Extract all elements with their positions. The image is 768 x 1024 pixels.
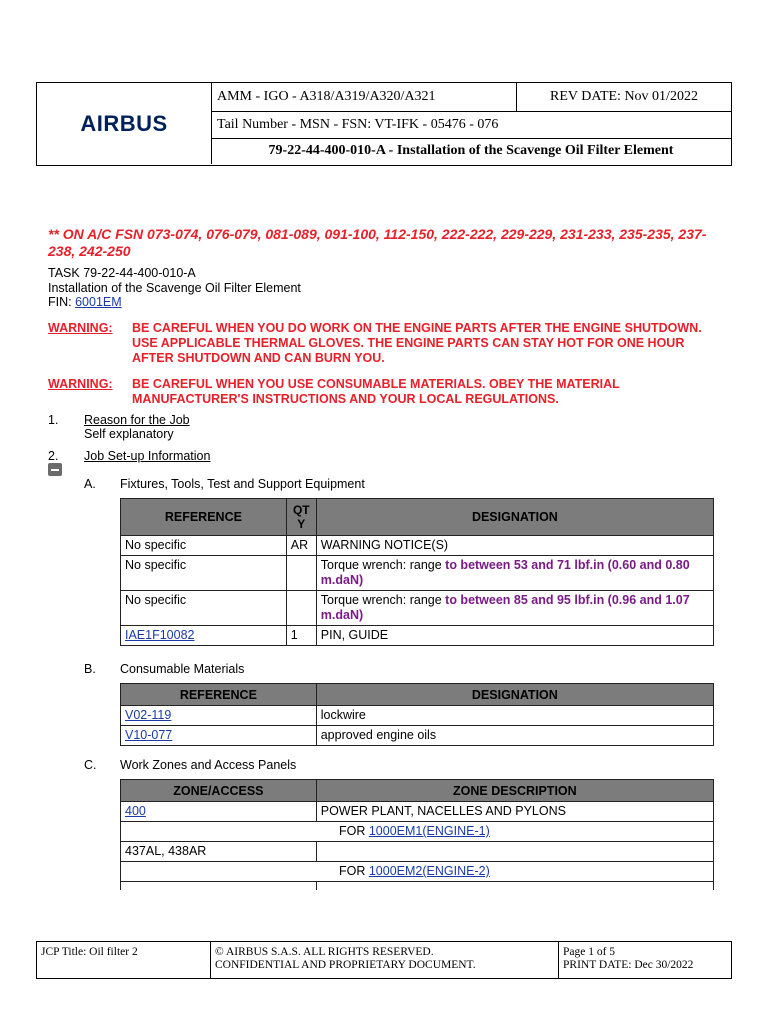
engine-link[interactable]: 1000EM2(ENGINE-2) <box>368 864 490 878</box>
cell-for-engine <box>121 822 714 842</box>
designation-highlight: to between 85 and 95 lbf.in (0.96 and 1.07 m.daN) <box>320 593 690 622</box>
document-footer <box>36 941 732 979</box>
designation-highlight: to between 53 and 71 lbf.in (0.60 and 0.80 m.daN) <box>320 558 690 587</box>
tail-number: Tail Number - MSN - FSN: VT-IFK - 05476 - 076 <box>217 116 499 132</box>
cell-designation <box>316 591 713 626</box>
table-row <box>121 626 714 646</box>
header-row-manual <box>211 83 731 112</box>
header-designation: DESIGNATION <box>316 499 713 536</box>
task-name: Installation of the Scavenge Oil Filter Element <box>48 280 301 295</box>
header-zone-description: ZONE DESCRIPTION <box>316 780 713 802</box>
cell-reference: No specific <box>121 591 287 626</box>
cell-zone <box>121 802 317 822</box>
table-row <box>121 556 714 591</box>
header-reference: REFERENCE <box>121 684 317 706</box>
table-row <box>121 536 714 556</box>
table-row <box>121 822 714 842</box>
warning-text: BE CAREFUL WHEN YOU USE CONSUMABLE MATERIALS. OBEY THE MATERIAL MANUFACTURER'S INSTRUCTIONS AND YOUR LOCAL REGULATIONS. <box>132 377 620 406</box>
table-row <box>121 726 714 746</box>
fin-label: FIN: <box>48 295 76 309</box>
footer-rights <box>211 942 559 978</box>
cell-zone-description <box>316 842 713 862</box>
table-header-row <box>121 780 714 802</box>
reference-link[interactable]: IAE1F10082 <box>125 628 195 642</box>
table-row <box>121 842 714 862</box>
cell-reference: No specific <box>121 556 287 591</box>
reference-link[interactable]: V02-119 <box>125 708 172 722</box>
table-row <box>121 862 714 882</box>
sub-c-number: C. <box>84 758 97 772</box>
cell-designation <box>316 556 713 591</box>
cell-empty <box>316 882 713 890</box>
task-number: TASK 79-22-44-400-010-A <box>48 266 196 280</box>
logo-cell <box>37 83 212 164</box>
cell-designation: PIN, GUIDE <box>316 626 713 646</box>
step-1-body: Self explanatory <box>84 427 174 441</box>
table-header-row <box>121 684 714 706</box>
cell-qty <box>286 591 316 626</box>
cell-reference <box>121 626 287 646</box>
step-2-title: Job Set-up Information <box>84 449 211 463</box>
page-number: Page 1 of 5 <box>563 946 616 958</box>
cell-designation: approved engine oils <box>316 726 713 746</box>
cell-reference <box>121 706 317 726</box>
for-prefix: FOR <box>339 824 369 838</box>
manual-label: AMM - IGO - A318/A319/A320/A321 <box>211 83 517 111</box>
designation-text: WARNING NOTICE(S) <box>320 538 449 552</box>
cell-qty: AR <box>286 536 316 556</box>
step-1-number: 1. <box>48 413 59 427</box>
sub-b-title: Consumable Materials <box>120 662 245 676</box>
cell-zone: 437AL, 438AR <box>121 842 317 862</box>
cell-designation: lockwire <box>316 706 713 726</box>
zone-link[interactable]: 400 <box>125 804 146 818</box>
footer-jcp: JCP Title: Oil filter 2 <box>37 942 211 978</box>
cell-for-engine <box>121 862 714 882</box>
fin-line <box>48 295 301 310</box>
reference-link[interactable]: V10-077 <box>125 728 173 742</box>
airbus-logo: AIRBUS <box>80 110 168 136</box>
header-qty: QT Y <box>286 499 316 536</box>
warning-label: WARNING: <box>48 377 113 391</box>
rights-text: © AIRBUS S.A.S. ALL RIGHTS RESERVED. <box>215 946 434 958</box>
zones-table <box>120 779 714 890</box>
designation-text: Torque wrench: range <box>320 593 446 607</box>
step-1-title: Reason for the Job <box>84 413 190 427</box>
table-row-cut <box>121 882 714 890</box>
cell-zone-description: POWER PLANT, NACELLES AND PYLONS <box>316 802 713 822</box>
rev-date: REV DATE: Nov 01/2022 <box>550 89 698 104</box>
cell-qty: 1 <box>286 626 316 646</box>
table-row <box>121 591 714 626</box>
cell-qty <box>286 556 316 591</box>
fin-link[interactable]: 6001EM <box>75 295 122 309</box>
for-prefix: FOR <box>339 864 369 878</box>
footer-page <box>559 942 731 978</box>
document-header <box>36 82 732 166</box>
sub-a-title: Fixtures, Tools, Test and Support Equipment <box>120 477 365 491</box>
tools-table <box>120 498 714 646</box>
designation-text: Torque wrench: range <box>320 558 446 572</box>
header-row-tail <box>211 111 731 139</box>
step-2-number: 2. <box>48 449 59 463</box>
table-row <box>121 802 714 822</box>
table-header-row <box>121 499 714 536</box>
print-date: PRINT DATE: Dec 30/2022 <box>563 959 694 971</box>
header-task-title: 79-22-44-400-010-A - Installation of the Scavenge Oil Filter Element <box>268 143 674 158</box>
sub-c-title: Work Zones and Access Panels <box>120 758 297 772</box>
consumables-table <box>120 683 714 746</box>
header-reference: REFERENCE <box>121 499 287 536</box>
sub-a-number: A. <box>84 477 96 491</box>
collapse-icon[interactable] <box>48 463 62 476</box>
header-designation: DESIGNATION <box>316 684 713 706</box>
confidential-text: CONFIDENTIAL AND PROPRIETARY DOCUMENT. <box>215 959 476 971</box>
warning-text: BE CAREFUL WHEN YOU DO WORK ON THE ENGINE PARTS AFTER THE ENGINE SHUTDOWN. USE APPLICABLE THERMAL GLOVES. THE ENGINE PARTS CAN STAY HOT FOR ONE HOUR AFTER SHUTDOWN AND CAN BURN YOU. <box>132 321 702 365</box>
table-row <box>121 706 714 726</box>
engine-link[interactable]: 1000EM1(ENGINE-1) <box>368 824 490 838</box>
header-zone-access: ZONE/ACCESS <box>121 780 317 802</box>
cell-reference: No specific <box>121 536 287 556</box>
cell-designation <box>316 536 713 556</box>
task-info <box>48 266 301 310</box>
effectivity-note: ** ON A/C FSN 073-074, 076-079, 081-089, 091-100, 112-150, 222-222, 229-229, 231-233, 235-235, 237-238, 242-250 <box>48 226 707 259</box>
sub-b-number: B. <box>84 662 96 676</box>
cell-empty <box>121 882 317 890</box>
warning-label: WARNING: <box>48 321 113 335</box>
cell-reference <box>121 726 317 746</box>
